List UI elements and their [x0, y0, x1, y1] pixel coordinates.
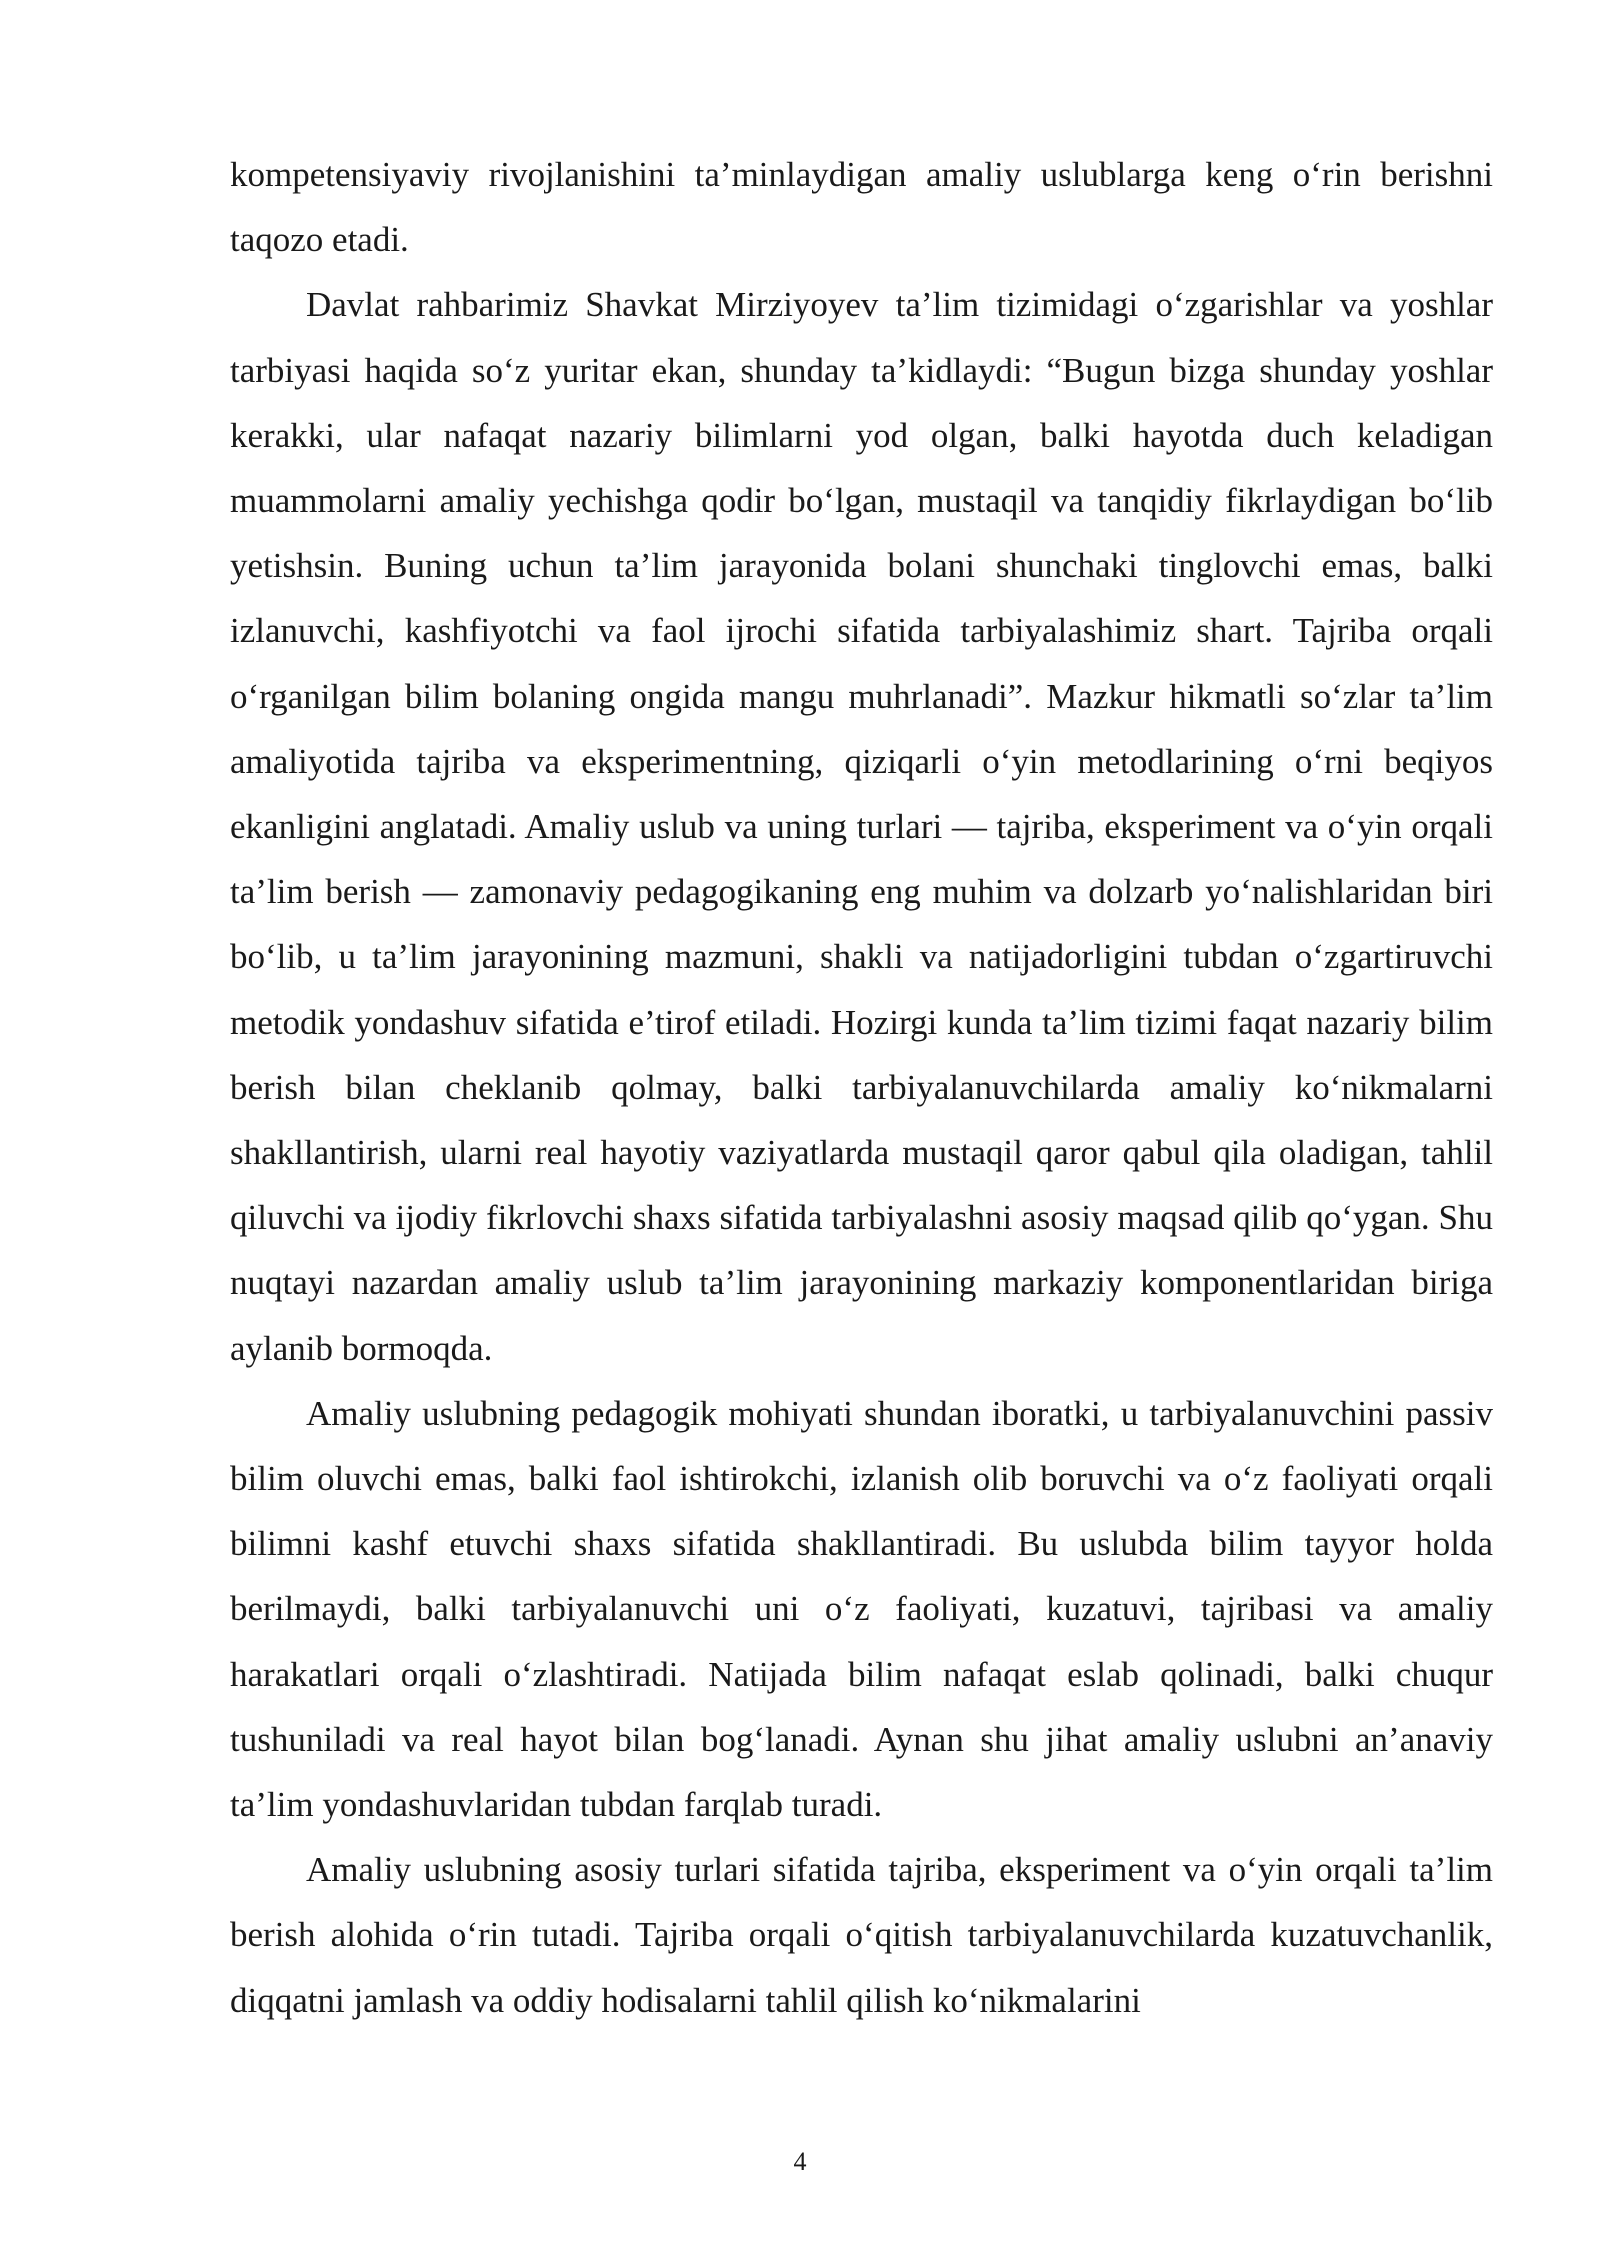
page-number: 4 — [793, 2147, 807, 2176]
paragraph-president-quote: Davlat rahbarimiz Shavkat Mirziyoyev ta’lim tizimidagi o‘zgarishlar va yoshlar tarbiyasi haqida so‘z yuritar ekan, shunday ta’kidlaydi: “Bugun bizga shunday yoshlar kerakki, ular nafaqat nazariy bilimlarni yod olgan, balki hayotda duch keladigan muammolarni amaliy yechishga qodir bo‘lgan, mustaqil va tanqidiy fikrlaydigan bo‘lib yetishsin. Buning uchun ta’lim jarayonida bolani shunchaki tinglovchi emas, balki izlanuvchi, kashfiyotchi va faol ijrochi sifatida tarbiyalashimiz shart. Tajriba orqali o‘rganilgan bilim bolaning ongida mangu muhrlanadi”. Mazkur hikmatli so‘zlar ta’lim amaliyotida tajriba va eksperimentning, qiziqarli o‘yin metodlarining o‘rni beqiyos ekanligini anglatadi. Amaliy uslub va uning turlari — tajriba, eksperiment va o‘yin orqali ta’lim berish — zamonaviy pedagogikaning eng muhim va dolzarb yo‘nalishlaridan biri bo‘lib, u ta’lim jarayonining mazmuni, shakli va natijadorligini tubdan o‘zgartiruvchi metodik yondashuv sifatida e’tirof etiladi. Hozirgi kunda ta’lim tizimi faqat nazariy bilim berish bilan cheklanib qolmay, balki tarbiyalanuvchilarda amaliy ko‘nikmalarni shakllantirish, ularni real hayotiy vaziyatlarda mustaqil qaror qabul qila oladigan, tahlil qiluvchi va ijodiy fikrlovchi shaxs sifatida tarbiyalashni asosiy maqsad qilib qo‘ygan. Shu nuqtayi nazardan amaliy uslub ta’lim jarayonining markaziy komponentlaridan biriga aylanib bormoqda. — [230, 285, 1493, 1368]
paragraph-pedagogical-essence: Amaliy uslubning pedagogik mohiyati shundan iboratki, u tarbiyalanuvchini passiv bilim oluvchi emas, balki faol ishtirokchi, izlanish olib boruvchi va o‘z faoliyati orqali bilimni kashf etuvchi shaxs sifatida shakllantiradi. Bu uslubda bilim tayyor holda berilmaydi, balki tarbiyalanuvchi uni o‘z faoliyati, kuzatuvi, tajribasi va amaliy harakatlari orqali o‘zlashtiradi. Natijada bilim nafaqat eslab qolinadi, balki chuqur tushuniladi va real hayot bilan bog‘lanadi. Aynan shu jihat amaliy uslubni an’anaviy ta’lim yondashuvlaridan tubdan farqlab turadi. — [230, 1393, 1493, 1825]
paragraph-main-types: Amaliy uslubning asosiy turlari sifatida tajriba, eksperiment va o‘yin orqali ta’lim berish alohida o‘rin tutadi. Tajriba orqali o‘qitish tarbiyalanuvchilarda kuzatuvchanlik, diqqatni jamlash va oddiy hodisalarni tahlil qilish ko‘nikmalarini — [230, 1850, 1493, 2020]
paragraph-continuation: kompetensiyaviy rivojlanishini ta’minlaydigan amaliy uslublarga keng o‘rin berishni taqozo etadi. — [230, 155, 1493, 260]
body-text — [230, 142, 1493, 2033]
